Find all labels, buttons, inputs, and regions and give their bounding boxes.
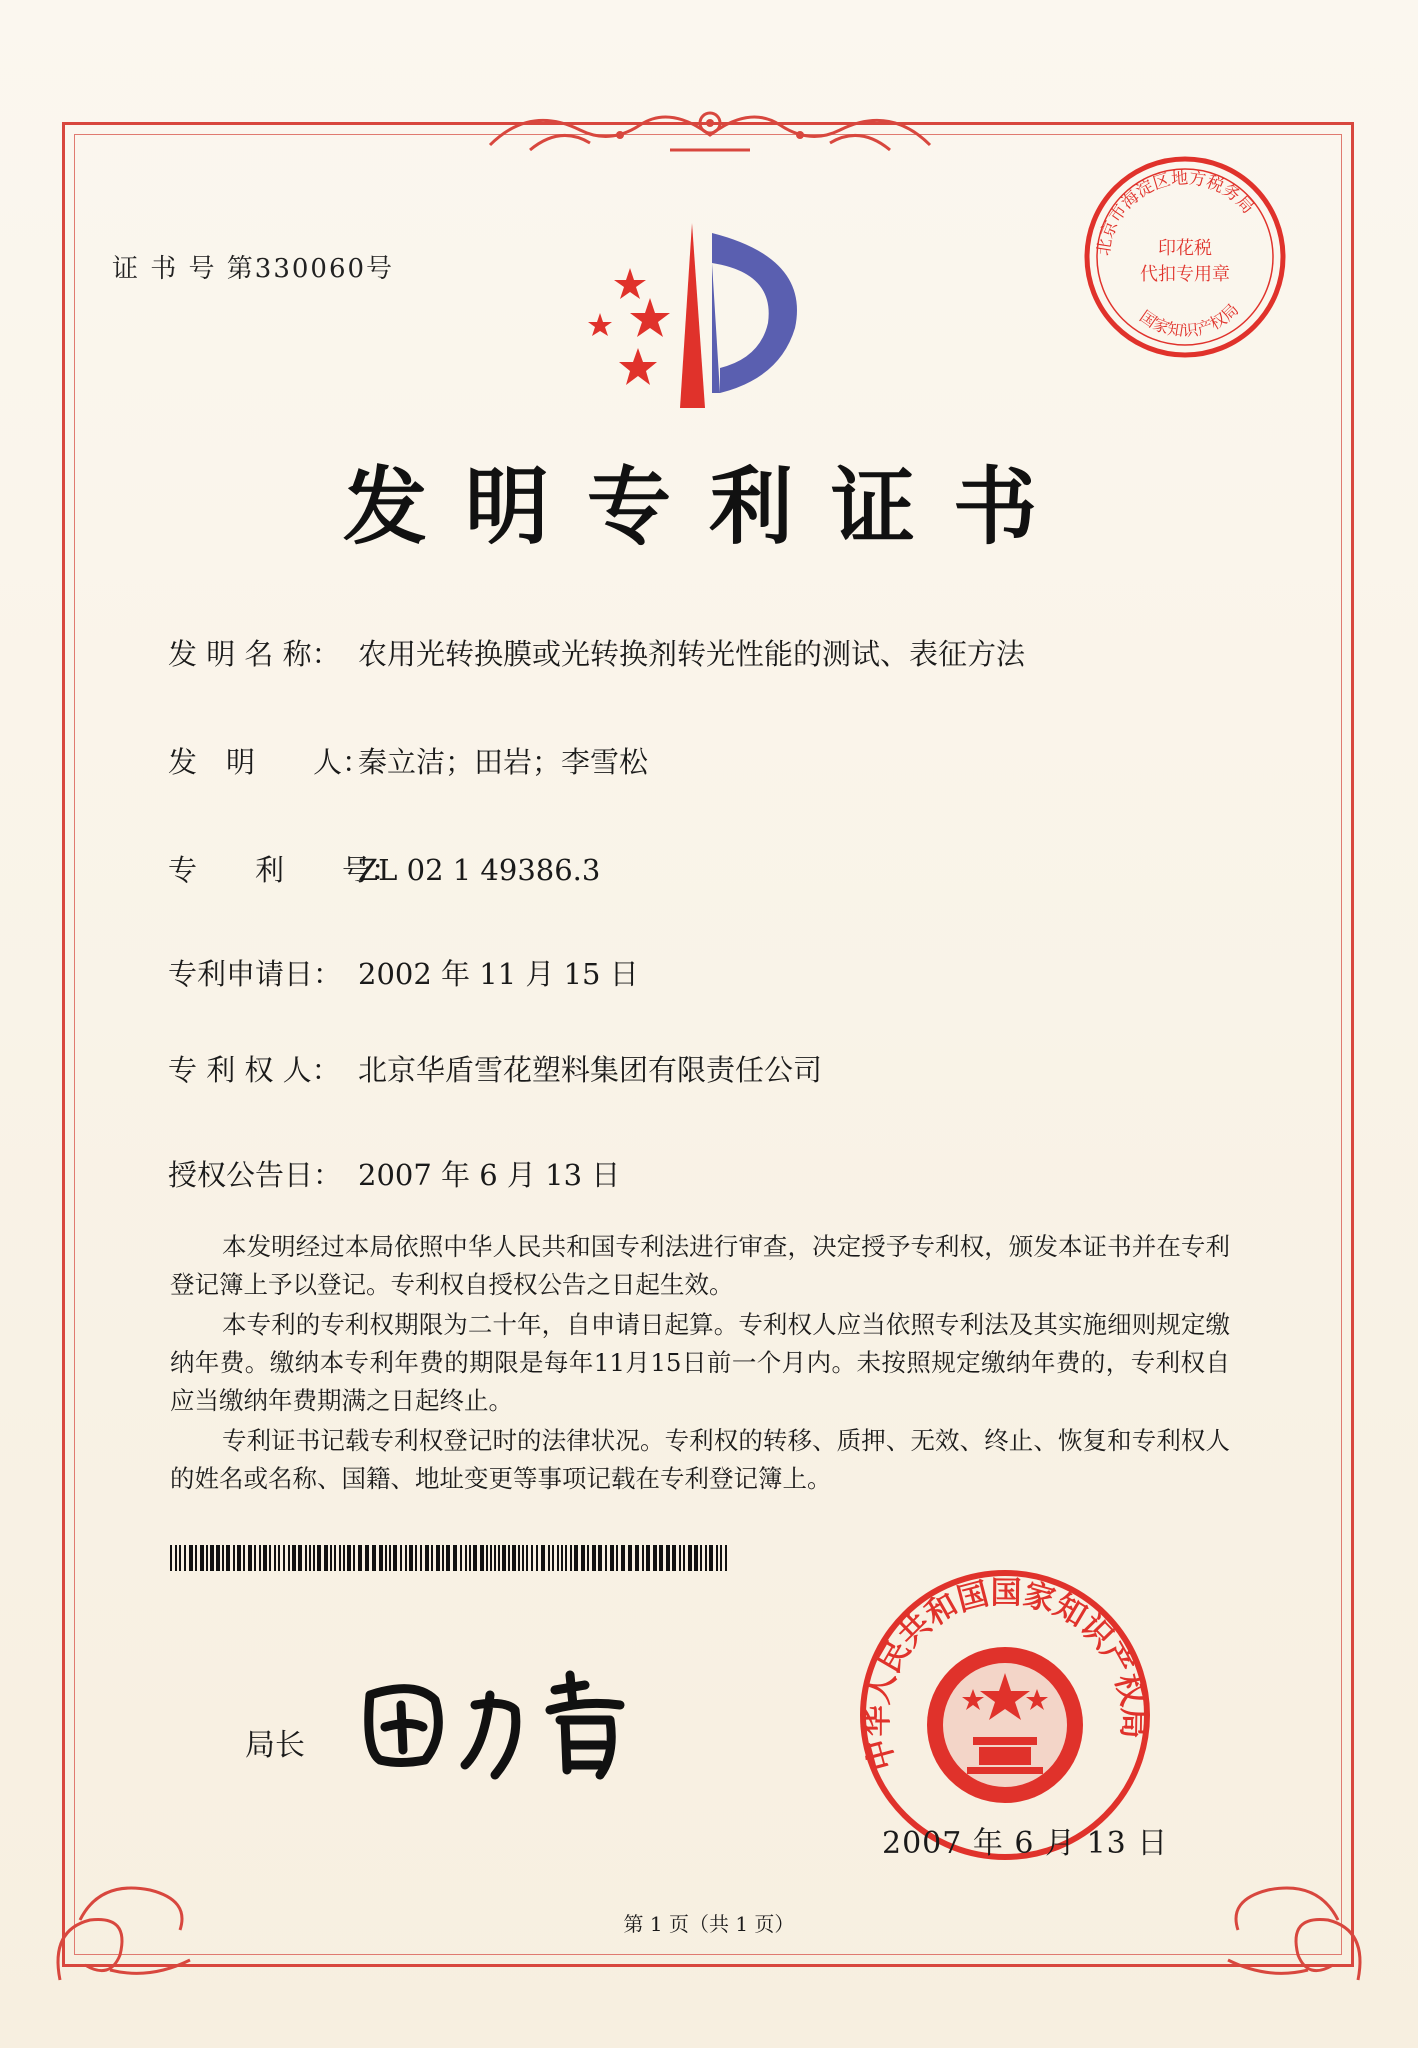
barcode-bar	[288, 1545, 290, 1571]
barcode-bar	[274, 1545, 276, 1571]
barcode-bar	[536, 1545, 538, 1571]
barcode-bar	[725, 1545, 727, 1571]
barcode-bar	[688, 1545, 692, 1571]
barcode-bar	[446, 1545, 450, 1571]
barcode-bar	[490, 1545, 492, 1571]
barcode-bar	[442, 1545, 444, 1571]
barcode-bar	[592, 1545, 596, 1571]
barcode-bar	[409, 1545, 413, 1571]
barcode-bar	[486, 1545, 488, 1571]
field-value: 秦立洁；田岩；李雪松	[358, 745, 649, 779]
barcode-bar	[358, 1545, 362, 1571]
tax-stamp-seal	[1080, 152, 1290, 362]
barcode-bar	[700, 1545, 702, 1571]
field-label: 发 明 名 称：	[168, 637, 341, 671]
barcode-bar	[605, 1545, 607, 1571]
page-number: 第 1 页（共 1 页）	[623, 1912, 795, 1936]
seal-ring-text: 中华人民共和国国家知识产权局	[858, 1575, 1152, 1774]
barcode-bar	[522, 1545, 524, 1571]
field-grant-date	[168, 1153, 620, 1194]
barcode-bar	[189, 1545, 193, 1571]
barcode-bar	[420, 1545, 422, 1571]
barcode-bar	[389, 1545, 391, 1571]
barcode-bar	[587, 1545, 589, 1571]
barcode-bar	[518, 1545, 520, 1571]
barcode-bar	[405, 1545, 407, 1571]
barcode-bar	[353, 1545, 355, 1571]
barcode-bar	[339, 1545, 341, 1571]
barcode-bar	[581, 1545, 585, 1571]
barcode-bar	[646, 1545, 650, 1571]
barcode-bar	[570, 1545, 572, 1571]
barcode-bar	[565, 1545, 567, 1571]
paragraph-legal-status: 专利证书记载专利权登记时的法律状况。专利权的转移、质押、无效、终止、恢复和专利权人的姓名或名称、国籍、地址变更等事项记载在专利登记簿上。	[170, 1426, 1230, 1493]
barcode-bar	[473, 1545, 477, 1571]
barcode-bar	[552, 1545, 554, 1571]
barcode-bar	[679, 1545, 681, 1571]
barcode-bar	[305, 1545, 307, 1571]
tax-seal-outer-text: 北京市海淀区地方税务局	[1093, 168, 1258, 258]
barcode-bar	[222, 1545, 224, 1571]
barcode-bar	[298, 1545, 302, 1571]
issue-date: 2007 年 6 月 13 日	[882, 1826, 1169, 1861]
barcode-bar	[200, 1545, 204, 1571]
barcode-bar	[716, 1545, 718, 1571]
barcode-bar	[334, 1545, 336, 1571]
barcode-bar	[379, 1545, 383, 1571]
barcode-bar	[653, 1545, 657, 1571]
barcode-bar	[237, 1545, 241, 1571]
barcode	[170, 1545, 730, 1571]
field-patent-number	[168, 848, 600, 889]
barcode-bar	[436, 1545, 440, 1571]
barcode-bar	[278, 1545, 280, 1571]
field-application-date	[168, 952, 639, 993]
barcode-bar	[557, 1545, 559, 1571]
barcode-bar	[347, 1545, 351, 1571]
barcode-bar	[385, 1545, 387, 1571]
barcode-bar	[705, 1545, 707, 1571]
barcode-bar	[498, 1545, 500, 1571]
barcode-bar	[283, 1545, 285, 1571]
tax-seal-bottom-text: 国家知识产权局	[1136, 299, 1243, 341]
barcode-bar	[541, 1545, 545, 1571]
barcode-bar	[460, 1545, 462, 1571]
barcode-bar	[210, 1545, 214, 1571]
barcode-bar	[621, 1545, 625, 1571]
barcode-bar	[531, 1545, 533, 1571]
patent-office-logo	[580, 218, 810, 418]
barcode-bar	[502, 1545, 506, 1571]
barcode-bar	[720, 1545, 722, 1571]
barcode-bar	[175, 1545, 177, 1571]
field-value: ZL 02 1 49386.3	[358, 853, 601, 887]
barcode-bar	[259, 1545, 261, 1571]
certificate-title: 发明专利证书	[342, 457, 1075, 556]
barcode-bar	[598, 1545, 602, 1571]
field-label: 专 利 号：	[168, 853, 401, 887]
barcode-bar	[526, 1545, 528, 1571]
barcode-bar	[425, 1545, 429, 1571]
barcode-bar	[309, 1545, 311, 1571]
barcode-bar	[179, 1545, 181, 1571]
barcode-bar	[372, 1545, 376, 1571]
field-value: 北京华盾雪花塑料集团有限责任公司	[358, 1053, 823, 1087]
barcode-bar	[313, 1545, 315, 1571]
barcode-bar	[694, 1545, 698, 1571]
tax-seal-line-1: 印花税	[1158, 238, 1212, 259]
barcode-bar	[635, 1545, 639, 1571]
barcode-bar	[512, 1545, 516, 1571]
barcode-bar	[683, 1545, 685, 1571]
barcode-bar	[269, 1545, 271, 1571]
barcode-bar	[415, 1545, 417, 1571]
barcode-bar	[561, 1545, 563, 1571]
barcode-bar	[431, 1545, 433, 1571]
field-inventors	[168, 740, 648, 781]
barcode-bar	[243, 1545, 245, 1571]
tax-seal-line-2: 代扣专用章	[1140, 264, 1230, 285]
director-label: 局长	[245, 1728, 305, 1763]
barcode-bar	[465, 1545, 467, 1571]
barcode-bar	[248, 1545, 252, 1571]
barcode-bar	[548, 1545, 550, 1571]
barcode-bar	[206, 1545, 208, 1571]
field-invention-name	[168, 632, 1025, 673]
barcode-bar	[642, 1545, 644, 1571]
barcode-bar	[184, 1545, 186, 1571]
barcode-bar	[480, 1545, 484, 1571]
paragraph-term-fees: 本专利的专利权期限为二十年，自申请日起算。专利权人应当依照专利法及其实施细则规定缴纳年费。缴纳本专利年费的期限是每年11月15日前一个月内。未按照规定缴纳年费的，专利权自应当缴纳年费期满之日起终止。	[170, 1310, 1230, 1415]
barcode-bar	[574, 1545, 578, 1571]
field-label: 授权公告日：	[168, 1158, 343, 1192]
barcode-bar	[393, 1545, 397, 1571]
barcode-bar	[254, 1545, 256, 1571]
barcode-bar	[317, 1545, 321, 1571]
barcode-bar	[453, 1545, 457, 1571]
barcode-bar	[263, 1545, 267, 1571]
field-value: 2002 年 11 月 15 日	[358, 957, 639, 991]
barcode-bar	[330, 1545, 332, 1571]
field-label: 专 利 权 人：	[168, 1053, 341, 1087]
barcode-bar	[659, 1545, 663, 1571]
barcode-bar	[343, 1545, 345, 1571]
barcode-bar	[666, 1545, 670, 1571]
barcode-bar	[494, 1545, 496, 1571]
barcode-bar	[610, 1545, 614, 1571]
barcode-bar	[195, 1545, 197, 1571]
barcode-bar	[324, 1545, 328, 1571]
barcode-bar	[226, 1545, 230, 1571]
field-patentee	[168, 1048, 822, 1089]
barcode-bar	[233, 1545, 235, 1571]
barcode-bar	[216, 1545, 220, 1571]
barcode-bar	[709, 1545, 713, 1571]
barcode-bar	[365, 1545, 369, 1571]
field-value: 2007 年 6 月 13 日	[358, 1158, 621, 1192]
barcode-bar	[628, 1545, 632, 1571]
barcode-bar	[508, 1545, 510, 1571]
certificate-number: 证 书 号 第330060号	[112, 254, 395, 284]
field-label: 发 明 人：	[168, 745, 372, 779]
barcode-bar	[292, 1545, 296, 1571]
barcode-bar	[170, 1545, 172, 1571]
barcode-bar	[616, 1545, 618, 1571]
paragraph-grant-statement: 本发明经过本局依照中华人民共和国专利法进行审查，决定授予专利权，颁发本证书并在专利登记簿上予以登记。专利权自授权公告之日起生效。	[170, 1232, 1230, 1299]
barcode-bar	[400, 1545, 402, 1571]
director-signature	[355, 1665, 655, 1795]
top-ornament	[470, 95, 950, 165]
field-label: 专利申请日：	[168, 957, 343, 991]
barcode-bar	[672, 1545, 676, 1571]
field-value: 农用光转换膜或光转换剂转光性能的测试、表征方法	[358, 637, 1026, 671]
barcode-bar	[469, 1545, 471, 1571]
